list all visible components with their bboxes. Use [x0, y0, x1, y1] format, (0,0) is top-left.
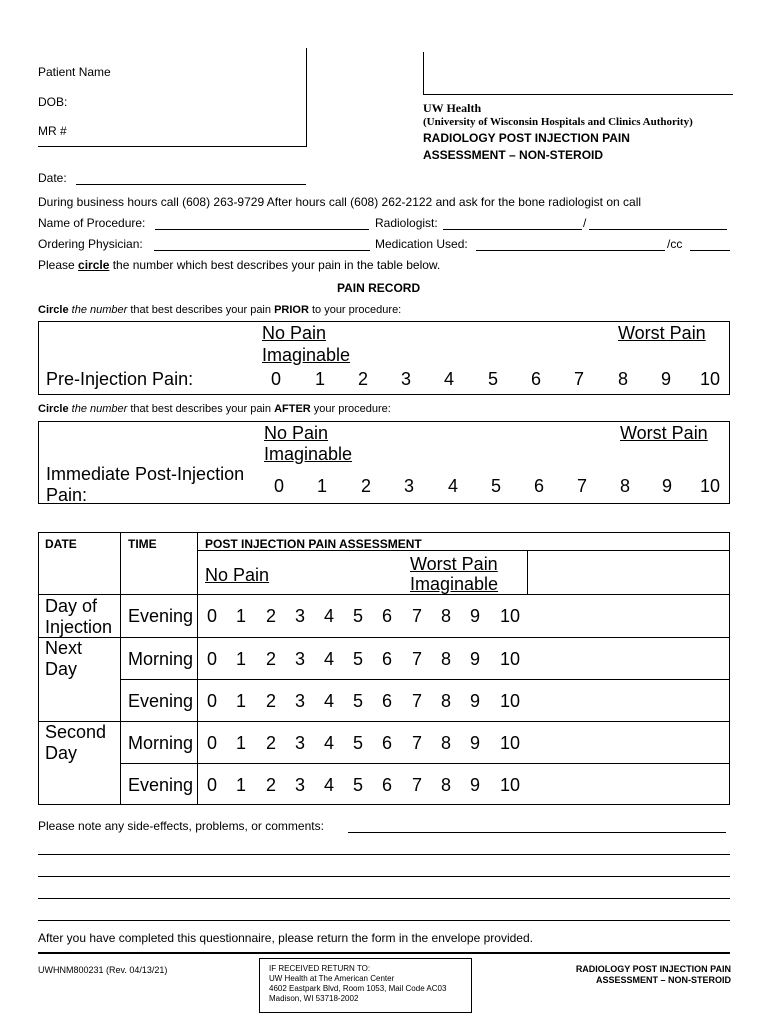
- row-5-scale-3[interactable]: 3: [294, 775, 305, 795]
- row-second-day-2: Day: [45, 743, 78, 763]
- row-4-scale-7[interactable]: 7: [411, 733, 422, 753]
- comments-line-1[interactable]: [348, 832, 726, 833]
- row-1-scale-10[interactable]: 10: [499, 606, 521, 626]
- post-scale-2[interactable]: 2: [360, 476, 371, 496]
- row-2-scale-6[interactable]: 6: [381, 649, 392, 669]
- row-4-scale-0[interactable]: 0: [206, 733, 217, 753]
- row-3-scale-7[interactable]: 7: [411, 691, 422, 711]
- row-3-scale-0[interactable]: 0: [206, 691, 217, 711]
- date-label: Date:: [38, 171, 67, 185]
- row-5-scale-6[interactable]: 6: [381, 775, 392, 795]
- row-2-scale-10[interactable]: 10: [499, 649, 521, 669]
- row-3-scale-9[interactable]: 9: [469, 691, 480, 711]
- row-3-scale-8[interactable]: 8: [440, 691, 451, 711]
- radiologist-label: Radiologist:: [375, 216, 438, 230]
- row-4-scale-1[interactable]: 1: [235, 733, 246, 753]
- row-second-day-1: Second: [45, 722, 107, 742]
- form-id: UWHNM800231 (Rev. 04/13/21): [38, 965, 168, 975]
- post-scale-4[interactable]: 4: [447, 476, 458, 496]
- row-4-scale-9[interactable]: 9: [469, 733, 480, 753]
- post-imaginable-label: Imaginable: [264, 444, 353, 464]
- col-assessment-header: POST INJECTION PAIN ASSESSMENT: [205, 537, 422, 551]
- form-title-line2: ASSESSMENT – NON-STEROID: [423, 148, 604, 162]
- contact-instructions: During business hours call (608) 263-9729 After hours call (608) 262-2122 and ask for the bone radiologist on call: [38, 195, 642, 209]
- row-4-scale-2[interactable]: 2: [265, 733, 276, 753]
- row-3-time: Evening: [128, 691, 194, 711]
- row-4-scale-6[interactable]: 6: [381, 733, 392, 753]
- post-scale-7[interactable]: 7: [576, 476, 587, 496]
- comments-line-4[interactable]: [38, 898, 730, 899]
- row-3-scale-10[interactable]: 10: [499, 691, 521, 711]
- row-5-scale-5[interactable]: 5: [352, 775, 363, 795]
- pre-scale-1[interactable]: 1: [314, 369, 325, 389]
- pre-scale-6[interactable]: 6: [530, 369, 541, 389]
- patient-name-label: Patient Name: [38, 65, 111, 79]
- org-name: UW Health: [423, 101, 482, 115]
- comments-line-3[interactable]: [38, 876, 730, 877]
- row-4-time: Morning: [128, 733, 194, 753]
- circle-instruction: Please circle the number which best describes your pain in the table below.: [38, 258, 441, 272]
- mr-label: MR #: [38, 124, 67, 138]
- row-1-scale-2[interactable]: 2: [265, 606, 276, 626]
- post-no-pain-label: No Pain: [264, 423, 329, 443]
- row-2-scale-4[interactable]: 4: [323, 649, 334, 669]
- row-5-scale-1[interactable]: 1: [235, 775, 246, 795]
- row-5-scale-8[interactable]: 8: [440, 775, 451, 795]
- row-3-scale-4[interactable]: 4: [323, 691, 334, 711]
- after-instruction: Circle the number that best describes your pain AFTER your procedure:: [38, 403, 391, 415]
- row-2-scale-9[interactable]: 9: [469, 649, 480, 669]
- post-worst-pain-label: Worst Pain: [620, 423, 708, 443]
- row-4-scale-3[interactable]: 3: [294, 733, 305, 753]
- footer-title-line2: ASSESSMENT – NON-STEROID: [595, 975, 731, 985]
- post-scale-1[interactable]: 1: [316, 476, 327, 496]
- org-full-name: (University of Wisconsin Hospitals and Clinics Authority): [423, 116, 693, 128]
- row-2-scale-1[interactable]: 1: [235, 649, 246, 669]
- footer-divider: [38, 952, 730, 954]
- row-2-scale-5[interactable]: 5: [352, 649, 363, 669]
- post-scale-3[interactable]: 3: [403, 476, 414, 496]
- row-1-time: Evening: [128, 606, 194, 626]
- post-scale-10[interactable]: 10: [699, 476, 721, 496]
- row-4-scale-5[interactable]: 5: [352, 733, 363, 753]
- dob-label: DOB:: [38, 95, 68, 109]
- comments-label: Please note any side-effects, problems, or comments:: [38, 819, 324, 833]
- pain-record-title: PAIN RECORD: [337, 281, 421, 295]
- col-time-header: TIME: [128, 537, 157, 551]
- return-address-line-1: IF RECEIVED RETURN TO:: [269, 964, 371, 973]
- row-1-scale-1[interactable]: 1: [235, 606, 246, 626]
- row-2-time: Morning: [128, 649, 194, 669]
- row-1-scale-3[interactable]: 3: [294, 606, 305, 626]
- row-4-scale-10[interactable]: 10: [499, 733, 521, 753]
- row-4-scale-8[interactable]: 8: [440, 733, 451, 753]
- procedure-label: Name of Procedure:: [38, 216, 146, 230]
- row-5-scale-2[interactable]: 2: [265, 775, 276, 795]
- prior-instruction: Circle the number that best describes your pain PRIOR to your procedure:: [38, 304, 402, 316]
- comments-line-5[interactable]: [38, 920, 730, 921]
- pre-scale-9[interactable]: 9: [660, 369, 671, 389]
- pre-imaginable-label: Imaginable: [262, 345, 351, 365]
- radiologist-slash: /: [583, 216, 587, 230]
- return-address-box: [259, 958, 472, 1013]
- pre-worst-pain-label: Worst Pain: [618, 323, 706, 343]
- row-2-scale-7[interactable]: 7: [411, 649, 422, 669]
- return-address-line-4: Madison, WI 53718-2002: [269, 994, 359, 1003]
- date-field[interactable]: [76, 184, 306, 185]
- radiologist-field-2[interactable]: [589, 229, 727, 230]
- row-2-scale-0[interactable]: 0: [206, 649, 217, 669]
- pre-no-pain-label: No Pain: [262, 323, 327, 343]
- pre-scale-3[interactable]: 3: [400, 369, 411, 389]
- medication-label: Medication Used:: [375, 237, 468, 251]
- row-5-scale-4[interactable]: 4: [323, 775, 334, 795]
- row-5-scale-10[interactable]: 10: [499, 775, 521, 795]
- post-scale-8[interactable]: 8: [619, 476, 630, 496]
- pre-scale-0[interactable]: 0: [270, 369, 281, 389]
- row-5-time: Evening: [128, 775, 194, 795]
- row-5-scale-0[interactable]: 0: [206, 775, 217, 795]
- pre-scale-7[interactable]: 7: [573, 369, 584, 389]
- procedure-field[interactable]: [155, 229, 369, 230]
- row-5-scale-7[interactable]: 7: [411, 775, 422, 795]
- row-1-scale-4[interactable]: 4: [323, 606, 334, 626]
- row-2-scale-8[interactable]: 8: [440, 649, 451, 669]
- post-injection-label-2: Pain:: [46, 485, 88, 505]
- form-title-line1: RADIOLOGY POST INJECTION PAIN: [423, 131, 630, 145]
- row-3-scale-1[interactable]: 1: [235, 691, 246, 711]
- post-scale-5[interactable]: 5: [490, 476, 501, 496]
- row-3-scale-3[interactable]: 3: [294, 691, 305, 711]
- return-address-line-3: 4602 Eastpark Blvd, Room 1053, Mail Code AC03: [269, 984, 447, 993]
- pre-scale-5[interactable]: 5: [487, 369, 498, 389]
- row-3-scale-6[interactable]: 6: [381, 691, 392, 711]
- pre-scale-8[interactable]: 8: [617, 369, 628, 389]
- row-2-scale-2[interactable]: 2: [265, 649, 276, 669]
- comments-line-2[interactable]: [38, 854, 730, 855]
- post-scale-9[interactable]: 9: [661, 476, 672, 496]
- cc-label: /cc: [667, 237, 683, 251]
- row-1-scale-6[interactable]: 6: [381, 606, 392, 626]
- row-day-of-injection-2: Injection: [45, 617, 113, 637]
- row-2-scale-3[interactable]: 3: [294, 649, 305, 669]
- ordering-physician-label: Ordering Physician:: [38, 237, 143, 251]
- row-next-day-1: Next: [45, 638, 83, 658]
- pre-scale-4[interactable]: 4: [443, 369, 454, 389]
- cc-field[interactable]: [690, 250, 730, 251]
- table-no-pain-label: No Pain: [205, 565, 270, 585]
- row-4-scale-4[interactable]: 4: [323, 733, 334, 753]
- row-1-scale-0[interactable]: 0: [206, 606, 217, 626]
- pre-scale-10[interactable]: 10: [699, 369, 721, 389]
- row-next-day-2: Day: [45, 659, 78, 679]
- ordering-physician-field[interactable]: [154, 250, 370, 251]
- row-5-scale-9[interactable]: 9: [469, 775, 480, 795]
- row-1-scale-7[interactable]: 7: [411, 606, 422, 626]
- col-date-header: DATE: [45, 537, 77, 551]
- row-1-scale-9[interactable]: 9: [469, 606, 480, 626]
- pre-scale-2[interactable]: 2: [357, 369, 368, 389]
- medication-field[interactable]: [476, 250, 665, 251]
- radiologist-field[interactable]: [443, 229, 582, 230]
- post-scale-6[interactable]: 6: [533, 476, 544, 496]
- row-3-scale-2[interactable]: 2: [265, 691, 276, 711]
- table-worst-pain-label: Worst Pain: [410, 554, 498, 574]
- return-instruction: After you have completed this questionnaire, please return the form in the envelope provided.: [38, 931, 533, 945]
- pre-injection-label: Pre-Injection Pain:: [46, 369, 194, 389]
- footer-title-line1: RADIOLOGY POST INJECTION PAIN: [575, 964, 731, 974]
- row-1-scale-5[interactable]: 5: [352, 606, 363, 626]
- table-imaginable-label: Imaginable: [410, 574, 499, 594]
- post-injection-label-1: Immediate Post-Injection: [46, 464, 245, 484]
- return-address-line-2: UW Health at The American Center: [269, 974, 395, 983]
- row-day-of-injection-1: Day of: [45, 596, 98, 616]
- row-3-scale-5[interactable]: 5: [352, 691, 363, 711]
- row-1-scale-8[interactable]: 8: [440, 606, 451, 626]
- post-scale-0[interactable]: 0: [273, 476, 284, 496]
